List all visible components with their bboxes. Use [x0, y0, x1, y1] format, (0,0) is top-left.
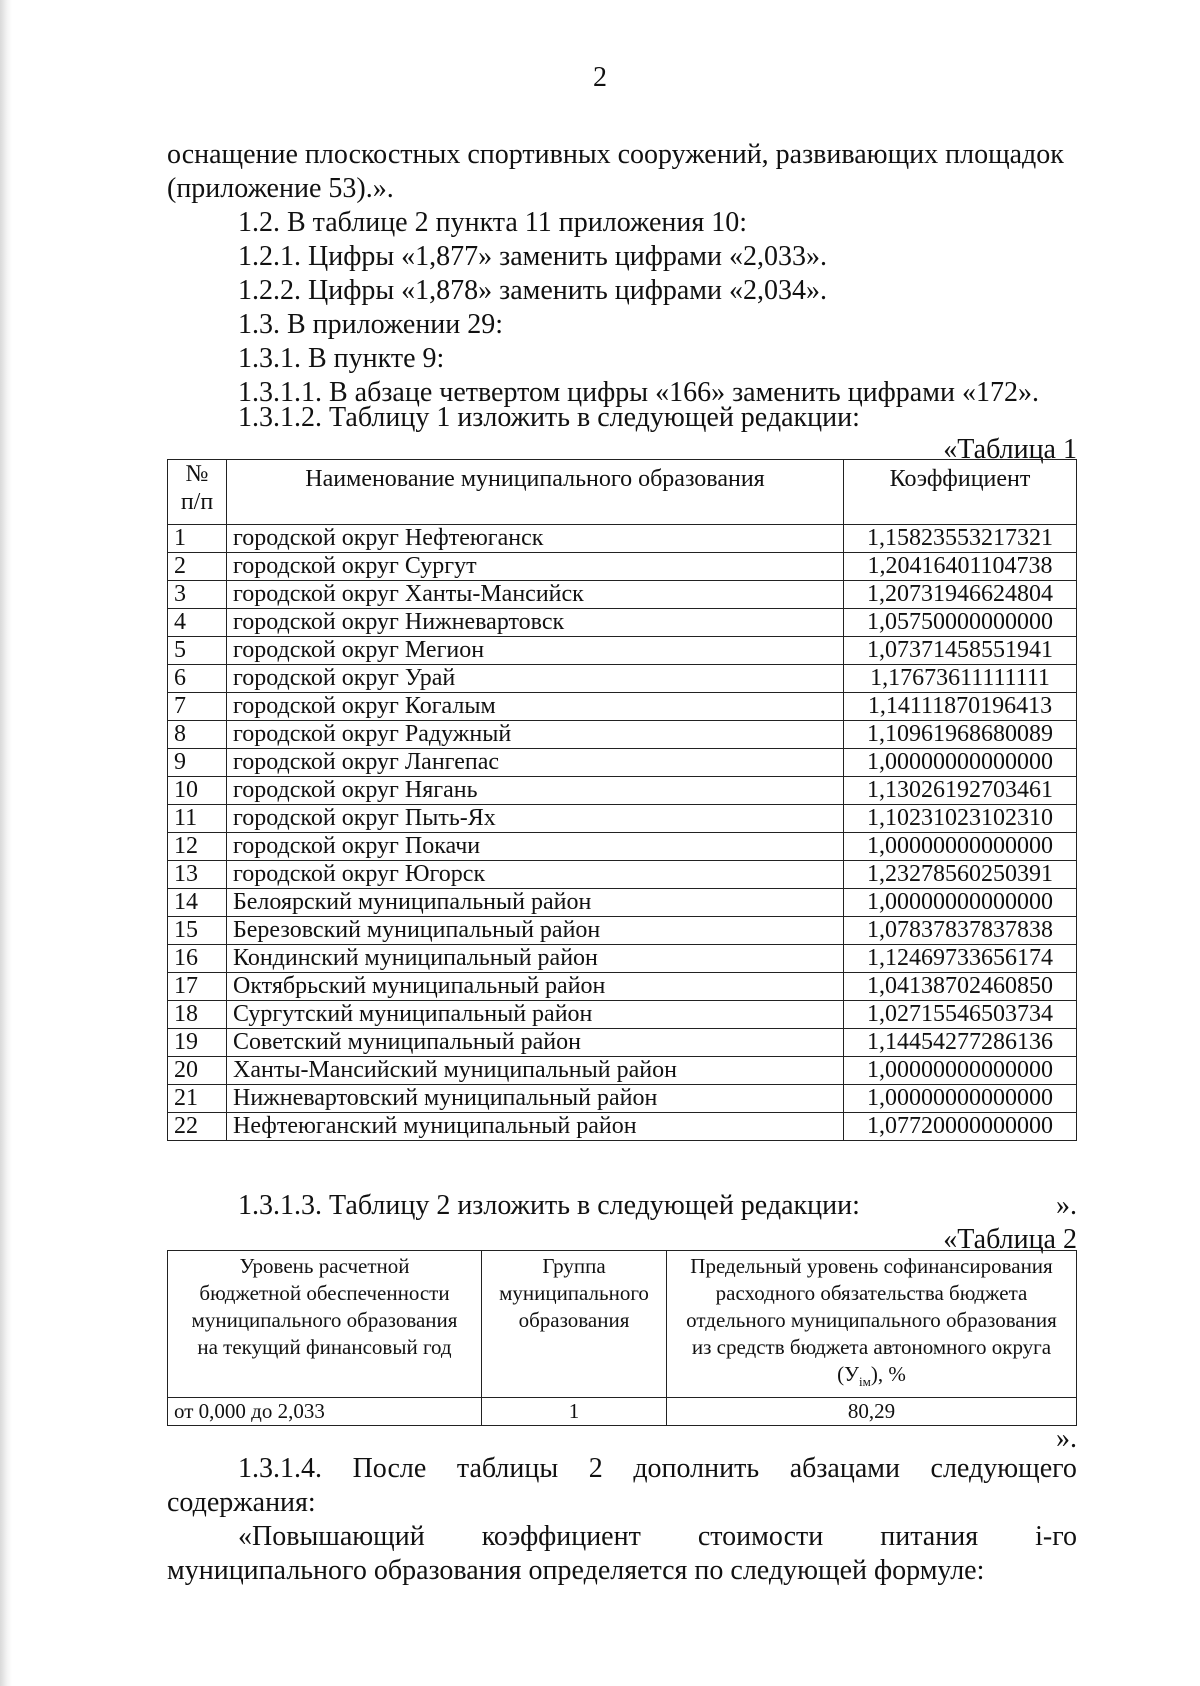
- cell-name: городской округ Нягань: [227, 777, 844, 805]
- table1-caption: «Таблица 1: [943, 434, 1077, 465]
- table-row: [168, 749, 1077, 777]
- cell-number: 21: [168, 1085, 227, 1113]
- cell-number: 12: [168, 833, 227, 861]
- paragraph-line: 1.3. В приложении 29:: [238, 309, 504, 340]
- table-row: [168, 861, 1077, 889]
- cell-number: 15: [168, 917, 227, 945]
- cell-number: 10: [168, 777, 227, 805]
- word: абзацами: [789, 1453, 900, 1484]
- cell-coefficient: 1,00000000000000: [844, 749, 1077, 777]
- cell-coefficient: 1,07371458551941: [844, 637, 1077, 665]
- paragraph-line: 1.2. В таблице 2 пункта 11 приложения 10:: [238, 207, 748, 238]
- cell-coefficient: 1,04138702460850: [844, 973, 1077, 1001]
- table-row: [168, 1029, 1077, 1057]
- cell-coefficient: 1,20416401104738: [844, 553, 1077, 581]
- cell-coefficient: 1,13026192703461: [844, 777, 1077, 805]
- word: коэффициент: [481, 1521, 641, 1552]
- cell-name: Сургутский муниципальный район: [227, 1001, 844, 1029]
- cell-coefficient: 1,05750000000000: [844, 609, 1077, 637]
- cell-number: 20: [168, 1057, 227, 1085]
- table-row: [168, 1398, 1077, 1426]
- cell-number: 3: [168, 581, 227, 609]
- table-row: [168, 553, 1077, 581]
- header-level: [168, 1251, 482, 1398]
- cell-number: 22: [168, 1113, 227, 1141]
- word: стоимости: [697, 1521, 824, 1552]
- cell-limit: 80,29: [667, 1398, 1077, 1426]
- table-row: [168, 693, 1077, 721]
- limit-symbol: (У: [837, 1362, 860, 1386]
- cell-name: городской округ Ханты-Мансийск: [227, 581, 844, 609]
- header-limit-line: расходного обязательства бюджета: [715, 1281, 1028, 1305]
- cell-number: 5: [168, 637, 227, 665]
- cell-coefficient: 1,07720000000000: [844, 1113, 1077, 1141]
- cell-name: Белоярский муниципальный район: [227, 889, 844, 917]
- cell-number: 8: [168, 721, 227, 749]
- table-row: [168, 973, 1077, 1001]
- table-row: [168, 637, 1077, 665]
- table-row: [168, 1001, 1077, 1029]
- cell-name: городской округ Лангепас: [227, 749, 844, 777]
- cell-name: городской округ Сургут: [227, 553, 844, 581]
- cell-coefficient: 1,14111870196413: [844, 693, 1077, 721]
- header-limit-line: Предельный уровень софинансирования: [690, 1254, 1053, 1278]
- header-group-line: образования: [518, 1308, 630, 1332]
- cell-number: 1: [168, 525, 227, 553]
- table-row: [168, 917, 1077, 945]
- cell-coefficient: 1,00000000000000: [844, 833, 1077, 861]
- paragraph-line: 1.3.1. В пункте 9:: [238, 343, 445, 374]
- paragraph-line: 1.3.1.1. В абзаце четвертом цифры «166» заменить цифрами «172».: [238, 377, 1039, 408]
- cell-name: городской округ Радужный: [227, 721, 844, 749]
- header-coefficient: Коэффициент: [844, 460, 1077, 525]
- word: После: [352, 1453, 427, 1484]
- cell-group: 1: [482, 1398, 667, 1426]
- page-number: 2: [593, 62, 607, 93]
- cell-coefficient: 1,12469733656174: [844, 945, 1077, 973]
- header-limit: [667, 1251, 1077, 1398]
- paragraph-line: муниципального образования определяется по следующей формуле:: [167, 1555, 985, 1586]
- cell-coefficient: 1,17673611111111: [844, 665, 1077, 693]
- cell-number: 2: [168, 553, 227, 581]
- table2-close: ».: [1056, 1423, 1077, 1454]
- table1-body: [168, 525, 1077, 1141]
- table-row: [168, 665, 1077, 693]
- cell-coefficient: 1,23278560250391: [844, 861, 1077, 889]
- coefficient-table: [167, 459, 1077, 1141]
- cell-name: городской округ Покачи: [227, 833, 844, 861]
- cell-coefficient: 1,15823553217321: [844, 525, 1077, 553]
- cell-coefficient: 1,10231023102310: [844, 805, 1077, 833]
- header-num: [168, 460, 227, 525]
- table-row: [168, 777, 1077, 805]
- cell-coefficient: 1,20731946624804: [844, 581, 1077, 609]
- paragraph-line: 1.2.1. Цифры «1,877» заменить цифрами «2,033».: [238, 241, 828, 272]
- table1-close: ».: [1056, 1190, 1077, 1221]
- cell-name: городской округ Мегион: [227, 637, 844, 665]
- limit-subscript: iм: [859, 1374, 871, 1390]
- cell-name: городской округ Нижневартовск: [227, 609, 844, 637]
- header-level-line: бюджетной обеспеченности: [199, 1281, 450, 1305]
- word: следующего: [930, 1453, 1077, 1484]
- cell-name: Советский муниципальный район: [227, 1029, 844, 1057]
- header-num-line1: №: [185, 461, 209, 487]
- header-group: [482, 1251, 667, 1398]
- cell-number: 13: [168, 861, 227, 889]
- cell-number: 9: [168, 749, 227, 777]
- cell-name: городской округ Нефтеюганск: [227, 525, 844, 553]
- word: 1.3.1.4.: [238, 1453, 322, 1484]
- table2-caption: «Таблица 2: [943, 1224, 1077, 1255]
- table-row: [168, 721, 1077, 749]
- cell-name: городской округ Когалым: [227, 693, 844, 721]
- table-row: [168, 1085, 1077, 1113]
- word: таблицы: [456, 1453, 559, 1484]
- paragraph-justified: [238, 1520, 1077, 1554]
- cell-number: 16: [168, 945, 227, 973]
- cell-number: 6: [168, 665, 227, 693]
- cell-number: 18: [168, 1001, 227, 1029]
- paragraph-line: 1.3.1.3. Таблицу 2 изложить в следующей редакции:: [238, 1190, 860, 1221]
- table-row: [168, 833, 1077, 861]
- cell-name: Ханты-Мансийский муниципальный район: [227, 1057, 844, 1085]
- cell-coefficient: 1,10961968680089: [844, 721, 1077, 749]
- cell-number: 11: [168, 805, 227, 833]
- table-row: [168, 945, 1077, 973]
- paragraph-justified: [238, 1452, 1077, 1486]
- table-row: [168, 525, 1077, 553]
- cell-number: 7: [168, 693, 227, 721]
- word: «Повышающий: [238, 1521, 425, 1552]
- cell-coefficient: 1,14454277286136: [844, 1029, 1077, 1057]
- table-row: [168, 609, 1077, 637]
- cell-number: 14: [168, 889, 227, 917]
- limit-unit: ), %: [870, 1362, 906, 1386]
- table-row: [168, 805, 1077, 833]
- cell-name: Октябрьский муниципальный район: [227, 973, 844, 1001]
- cell-number: 19: [168, 1029, 227, 1057]
- paragraph-line: 1.3.1.2. Таблицу 1 изложить в следующей редакции:: [238, 402, 860, 433]
- header-level-line: муниципального образования: [191, 1308, 458, 1332]
- cofinancing-table: [167, 1250, 1077, 1426]
- cell-name: городской округ Югорск: [227, 861, 844, 889]
- word: 2: [588, 1453, 603, 1484]
- header-limit-line: отдельного муниципального образования: [686, 1308, 1057, 1332]
- table-row: [168, 889, 1077, 917]
- table-row: [168, 1057, 1077, 1085]
- table-row: [168, 1113, 1077, 1141]
- header-level-line: Уровень расчетной: [239, 1254, 410, 1278]
- paragraph-line: оснащение плоскостных спортивных сооружений, развивающих площадок: [167, 139, 1064, 170]
- cell-number: 4: [168, 609, 227, 637]
- cell-name: Нефтеюганский муниципальный район: [227, 1113, 844, 1141]
- cell-name: Нижневартовский муниципальный район: [227, 1085, 844, 1113]
- header-name: Наименование муниципального образования: [227, 460, 844, 525]
- table-row: [168, 581, 1077, 609]
- word: i-го: [1035, 1521, 1077, 1552]
- paragraph-line: 1.2.2. Цифры «1,878» заменить цифрами «2,034».: [238, 275, 828, 306]
- cell-coefficient: 1,07837837837838: [844, 917, 1077, 945]
- header-num-line2: п/п: [180, 489, 214, 515]
- cell-name: Кондинский муниципальный район: [227, 945, 844, 973]
- scan-edge: [0, 0, 12, 1686]
- cell-coefficient: 1,00000000000000: [844, 1085, 1077, 1113]
- paragraph-line: содержания:: [167, 1487, 316, 1518]
- paragraph-line: (приложение 53).».: [167, 173, 394, 204]
- cell-name: Березовский муниципальный район: [227, 917, 844, 945]
- cell-number: 17: [168, 973, 227, 1001]
- cell-level: от 0,000 до 2,033: [168, 1398, 482, 1426]
- header-level-line: на текущий финансовый год: [197, 1335, 452, 1359]
- header-group-line: муниципального: [499, 1281, 649, 1305]
- word: дополнить: [633, 1453, 760, 1484]
- cell-name: городской округ Пыть-Ях: [227, 805, 844, 833]
- cell-coefficient: 1,02715546503734: [844, 1001, 1077, 1029]
- word: питания: [880, 1521, 979, 1552]
- header-limit-line: из средств бюджета автономного округа: [691, 1335, 1052, 1359]
- header-group-line: Группа: [542, 1254, 606, 1278]
- cell-coefficient: 1,00000000000000: [844, 889, 1077, 917]
- cell-coefficient: 1,00000000000000: [844, 1057, 1077, 1085]
- cell-name: городской округ Урай: [227, 665, 844, 693]
